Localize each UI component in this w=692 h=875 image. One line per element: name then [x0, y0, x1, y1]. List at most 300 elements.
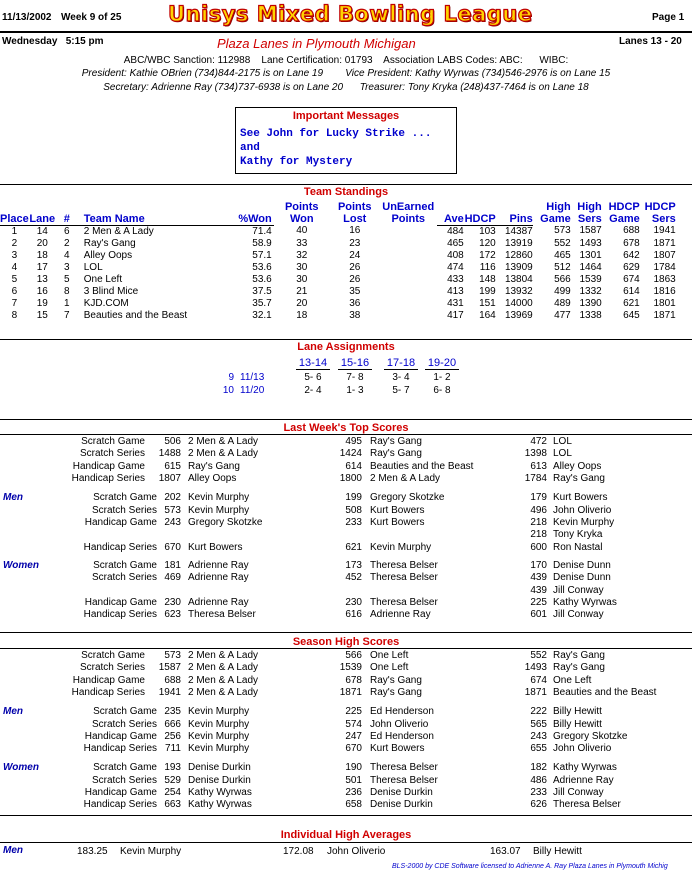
- score-value: 1941: [158, 686, 181, 698]
- score-value: 506: [164, 436, 181, 447]
- score-value: 529: [164, 774, 181, 786]
- standings-cell: 13: [36, 273, 48, 285]
- col-hdcp-sers: [640, 201, 678, 225]
- standings-cell: 3: [63, 261, 70, 273]
- average-value: 163.07: [490, 846, 521, 857]
- score-value: 663: [164, 799, 181, 811]
- message-line: and: [240, 142, 260, 154]
- score-name: One Left: [370, 650, 409, 661]
- standings-cell: 148: [479, 273, 496, 285]
- standings-cell: 199: [479, 285, 496, 297]
- standings-cell: 26: [349, 273, 361, 285]
- score-value: 202: [164, 492, 181, 504]
- score-value: 190: [345, 762, 362, 774]
- score-value: 225: [345, 706, 362, 718]
- standings-cell: 40: [296, 225, 308, 237]
- score-value: 566: [345, 650, 362, 661]
- col-pins: Pins: [496, 201, 533, 225]
- standings-cell: 53.6: [252, 261, 272, 273]
- score-name: Alley Oops: [553, 460, 602, 472]
- score-category: Handicap Game: [84, 597, 157, 608]
- standings-cell: 20: [36, 237, 48, 249]
- standings-cell: 16: [349, 225, 361, 237]
- score-category: Scratch Series: [91, 774, 157, 786]
- standings-cell: 38: [349, 309, 361, 321]
- score-category: Scratch Series: [79, 448, 145, 460]
- score-value: 486: [530, 774, 547, 786]
- standings-cell: 408: [447, 249, 464, 261]
- score-name: 2 Men & A Lady: [188, 448, 259, 460]
- score-name: Adrienne Ray: [553, 774, 614, 786]
- score-value: 1871: [524, 686, 547, 698]
- score-value: 573: [164, 650, 181, 661]
- score-value: 182: [530, 762, 547, 774]
- lane-date: 11/20: [240, 385, 265, 396]
- score-value: 1784: [524, 472, 547, 484]
- score-name: Kevin Murphy: [188, 730, 250, 742]
- score-value: 655: [530, 743, 547, 755]
- score-name: Kevin Murphy: [188, 504, 250, 516]
- standings-cell: 1941: [653, 225, 676, 237]
- score-name: Ed Henderson: [370, 730, 434, 742]
- score-name: Ray's Gang: [370, 686, 422, 698]
- messages-title: Important Messages: [292, 110, 400, 122]
- standings-cell: 477: [554, 309, 571, 321]
- score-name: Theresa Belser: [370, 774, 438, 786]
- score-category: Scratch Game: [81, 436, 145, 447]
- standings-cell: 1338: [579, 309, 602, 321]
- score-name: John Oliverio: [370, 718, 429, 730]
- lanes-title: Lane Assignments: [297, 341, 395, 353]
- officers-line-2: Secretary: Adrienne Ray (734)737-6938 is on Lane 20 Treasurer: Tony Kryka (248)437-7464 is on Lane 18: [103, 82, 589, 93]
- standings-cell: 21: [296, 285, 308, 297]
- score-name: Ray's Gang: [553, 662, 605, 674]
- score-category: Handicap Game: [72, 460, 145, 472]
- col-lane: Lane: [29, 201, 56, 225]
- message-line: See John for Lucky Strike ...: [240, 128, 432, 140]
- standings-cell: Alley Oops: [83, 249, 133, 261]
- lane-pair-header: 17-18: [384, 357, 418, 370]
- score-value: 469: [164, 572, 181, 584]
- score-value: 1424: [339, 448, 362, 460]
- score-category: Handicap Series: [71, 472, 145, 484]
- score-value: 472: [530, 436, 547, 447]
- score-name: Ray's Gang: [370, 448, 422, 460]
- score-category: Handicap Series: [71, 686, 145, 698]
- lane-pair-header: 15-16: [338, 357, 372, 370]
- col-num: #: [56, 201, 78, 225]
- standings-cell: 573: [554, 225, 571, 237]
- score-value: 1807: [158, 472, 181, 484]
- average-name: Billy Hewitt: [533, 846, 582, 857]
- score-value: 254: [164, 787, 181, 798]
- standings-cell: 1871: [653, 237, 676, 249]
- score-name: Beauties and the Beast: [370, 460, 474, 472]
- score-value: 1587: [158, 662, 181, 674]
- standings-cell: 8: [63, 285, 70, 297]
- standings-title: Team Standings: [303, 186, 389, 198]
- score-name: Denise Dunn: [553, 572, 611, 584]
- standings-cell: Beauties and the Beast: [83, 309, 188, 321]
- standings-cell: 1: [63, 297, 70, 309]
- day-time: Wednesday 5:15 pm: [2, 36, 104, 47]
- score-category: Scratch Series: [91, 572, 157, 584]
- col-high-game-label: High Game: [540, 201, 571, 225]
- standings-cell: 13969: [504, 309, 533, 321]
- score-value: 711: [165, 743, 181, 755]
- averages-title: Individual High Averages: [280, 829, 412, 841]
- standings-cell: 30: [296, 273, 308, 285]
- score-name: Kathy Wyrwas: [188, 787, 252, 798]
- col-points-won: [274, 201, 330, 225]
- standings-cell: 14387: [504, 225, 533, 237]
- score-name: Ray's Gang: [553, 472, 605, 484]
- standings-cell: 1332: [579, 285, 602, 297]
- score-name: Theresa Belser: [370, 572, 438, 584]
- score-name: Jill Conway: [553, 609, 604, 621]
- standings-cell: 32: [296, 249, 308, 261]
- standings-cell: 1807: [653, 249, 676, 261]
- standings-cell: 17: [36, 261, 48, 273]
- score-name: Adrienne Ray: [188, 559, 249, 571]
- standings-cell: 474: [447, 261, 464, 273]
- score-value: 670: [345, 743, 362, 755]
- score-value: 613: [530, 460, 547, 472]
- standings-cell: 23: [349, 237, 361, 249]
- standings-cell: 4: [11, 261, 18, 273]
- lane-week: 9: [228, 372, 234, 383]
- report-date: 11/13/2002: [2, 12, 52, 23]
- score-name: Kevin Murphy: [188, 743, 250, 755]
- col-high-sers: [571, 201, 602, 225]
- standings-cell: 116: [479, 261, 496, 273]
- score-category: Scratch Game: [93, 762, 157, 774]
- officers-line-1: President: Kathie OBrien (734)844-2175 is on Lane 19 Vice President: Kathy Wyrwas (734)546-2976 is on Lane 15: [81, 68, 611, 79]
- season-title: Season High Scores: [292, 636, 400, 648]
- col-hdcp-sers-label: HDCP Sers: [644, 201, 676, 225]
- standings-cell: 19: [36, 297, 48, 309]
- standings-cell: 15: [36, 309, 48, 321]
- score-value: 1493: [524, 662, 547, 674]
- standings-cell: 1390: [579, 297, 602, 309]
- score-value: 243: [530, 730, 547, 742]
- average-value: 183.25: [77, 846, 108, 857]
- standings-row: [0, 262, 678, 274]
- standings-cell: [380, 310, 437, 322]
- standings-cell: 24: [349, 249, 361, 261]
- lane-matchup: 5- 7: [392, 385, 410, 396]
- standings-cell: 13932: [504, 285, 533, 297]
- standings-cell: 1816: [653, 285, 676, 297]
- score-value: 1398: [524, 448, 547, 460]
- standings-cell: 1301: [579, 249, 602, 261]
- average-name: John Oliverio: [327, 846, 386, 857]
- standings-cell: 13909: [504, 261, 533, 273]
- standings-cell: 465: [447, 237, 464, 249]
- col-hdcp: HDCP: [464, 201, 496, 225]
- standings-row: [0, 286, 678, 298]
- standings-cell: 7: [63, 309, 70, 321]
- standings-cell: 35: [349, 285, 361, 297]
- standings-cell: LOL: [83, 261, 103, 273]
- score-category: Handicap Series: [83, 541, 157, 553]
- score-value: 233: [345, 516, 362, 528]
- score-value: 247: [345, 730, 362, 742]
- score-name: Ray's Gang: [370, 436, 422, 447]
- standings-row: [0, 225, 678, 238]
- score-value: 218: [530, 529, 547, 541]
- score-name: Alley Oops: [188, 472, 237, 484]
- standings-cell: 14: [36, 225, 48, 237]
- standings-cell: [380, 250, 437, 262]
- standings-cell: 4: [63, 249, 70, 261]
- score-name: Gregory Skotzke: [188, 516, 263, 528]
- score-name: Denise Durkin: [188, 762, 251, 774]
- standings-cell: 1539: [579, 273, 602, 285]
- col-team: Team Name: [78, 201, 215, 225]
- standings-cell: 688: [623, 225, 640, 237]
- score-name: Theresa Belser: [553, 799, 621, 811]
- standings-row: [0, 310, 678, 322]
- standings-cell: 103: [479, 225, 496, 237]
- score-value: 236: [345, 787, 362, 798]
- score-value: 678: [345, 674, 362, 686]
- score-value: 565: [530, 718, 547, 730]
- lane-matchup: 3- 4: [392, 372, 410, 383]
- score-value: 574: [345, 718, 362, 730]
- women-group-label: Women: [3, 559, 39, 571]
- lane-pair-header: 19-20: [425, 357, 459, 370]
- col-unearned: [380, 201, 437, 225]
- score-name: Kathy Wyrwas: [553, 597, 617, 608]
- score-name: 2 Men & A Lady: [188, 662, 259, 674]
- standings-cell: 6: [11, 285, 18, 297]
- score-category: Scratch Series: [91, 718, 157, 730]
- score-value: 439: [530, 584, 547, 596]
- standings-cell: 621: [623, 297, 640, 309]
- standings-table: [0, 201, 678, 322]
- important-messages-box: [235, 107, 457, 174]
- lane-matchup: 1- 2: [433, 372, 451, 383]
- standings-cell: 35.7: [252, 297, 272, 309]
- standings-cell: 71.4: [252, 225, 272, 237]
- col-won-pct: %Won: [215, 201, 274, 225]
- standings-cell: 674: [623, 273, 640, 285]
- standings-cell: 1801: [653, 297, 676, 309]
- score-name: Ed Henderson: [370, 706, 434, 718]
- men-group-label: Men: [3, 706, 23, 718]
- standings-cell: 2 Men & A Lady: [83, 225, 154, 237]
- standings-cell: One Left: [83, 273, 123, 285]
- standings-cell: 552: [554, 237, 571, 249]
- score-name: LOL: [553, 448, 572, 460]
- standings-cell: 1863: [653, 273, 676, 285]
- standings-cell: 499: [554, 285, 571, 297]
- score-name: Kurt Bowers: [370, 743, 425, 755]
- score-name: Denise Durkin: [370, 787, 433, 798]
- col-place: Place: [0, 201, 29, 225]
- score-value: 508: [345, 504, 362, 516]
- standings-cell: 57.1: [252, 249, 272, 261]
- footer-credit: BLS-2000 by CDE Software licensed to Adrienne A. Ray Plaza Lanes in Plymouth Michig: [392, 863, 668, 870]
- score-value: 1871: [339, 686, 362, 698]
- score-value: 230: [345, 597, 362, 608]
- score-name: Billy Hewitt: [553, 706, 602, 718]
- standings-cell: 433: [447, 273, 464, 285]
- score-value: 233: [530, 787, 547, 798]
- score-category: Handicap Game: [84, 516, 157, 528]
- standings-cell: 678: [623, 237, 640, 249]
- standings-cell: 1464: [579, 261, 602, 273]
- score-name: Billy Hewitt: [553, 718, 602, 730]
- week-indicator: Week 9 of 25: [61, 12, 122, 23]
- score-name: John Oliverio: [553, 743, 612, 755]
- score-name: Adrienne Ray: [188, 597, 249, 608]
- score-name: Kevin Murphy: [188, 706, 250, 718]
- standings-cell: 120: [479, 237, 496, 249]
- score-name: Jill Conway: [553, 584, 604, 596]
- standings-cell: KJD.COM: [83, 297, 129, 309]
- lane-matchup: 7- 8: [346, 372, 364, 383]
- score-value: 501: [345, 774, 362, 786]
- standings-cell: 5: [11, 273, 18, 285]
- col-ave: Ave: [437, 201, 464, 225]
- standings-cell: 465: [554, 249, 571, 261]
- score-name: Denise Durkin: [370, 799, 433, 811]
- score-name: Kathy Wyrwas: [553, 762, 617, 774]
- score-value: 616: [345, 609, 362, 621]
- league-title: Unisys Mixed Bowling League: [168, 2, 533, 26]
- score-value: 225: [530, 597, 547, 608]
- score-name: Kurt Bowers: [370, 504, 425, 516]
- sanction-line: ABC/WBC Sanction: 112988 Lane Certification: 01793 Association LABS Codes: ABC: WIBC:: [123, 55, 569, 66]
- standings-cell: [380, 274, 437, 286]
- standings-cell: 1784: [653, 261, 676, 273]
- standings-cell: [380, 286, 437, 298]
- score-value: 658: [345, 799, 362, 811]
- score-value: 1800: [339, 472, 362, 484]
- standings-cell: 1493: [579, 237, 602, 249]
- score-value: 1488: [158, 448, 181, 460]
- standings-cell: 36: [349, 297, 361, 309]
- standings-cell: 30: [296, 261, 308, 273]
- standings-cell: 2: [63, 237, 70, 249]
- score-value: 439: [530, 572, 547, 584]
- standings-cell: 512: [554, 261, 571, 273]
- standings-cell: 489: [554, 297, 571, 309]
- score-value: 496: [530, 504, 547, 516]
- message-line: Kathy for Mystery: [240, 156, 353, 168]
- score-value: 615: [164, 460, 181, 472]
- lane-pair-header: 13-14: [296, 357, 330, 370]
- standings-cell: 642: [623, 249, 640, 261]
- women-group-label: Women: [3, 762, 39, 774]
- standings-header: [0, 201, 678, 225]
- standings-cell: 6: [63, 225, 70, 237]
- col-unearned-label: UnEarned Points: [382, 201, 435, 225]
- score-value: 179: [530, 492, 547, 504]
- score-name: One Left: [553, 674, 592, 686]
- standings-cell: 37.5: [252, 285, 272, 297]
- col-points-lost: [330, 201, 380, 225]
- page-number: Page 1: [652, 12, 685, 23]
- score-name: Theresa Belser: [370, 559, 438, 571]
- score-name: Kathy Wyrwas: [188, 799, 252, 811]
- score-category: Scratch Game: [93, 559, 157, 571]
- standings-cell: 12860: [504, 249, 533, 261]
- standings-cell: 645: [623, 309, 640, 321]
- average-name: Kevin Murphy: [120, 846, 182, 857]
- standings-cell: 1871: [653, 309, 676, 321]
- score-name: Gregory Skotzke: [370, 492, 445, 504]
- standings-cell: 26: [349, 261, 361, 273]
- score-name: Ray's Gang: [370, 674, 422, 686]
- score-name: 2 Men & A Lady: [188, 436, 259, 447]
- lane-week: 10: [222, 385, 234, 396]
- score-name: Theresa Belser: [370, 597, 438, 608]
- score-name: Kevin Murphy: [188, 492, 250, 504]
- score-value: 181: [164, 559, 181, 571]
- score-name: Tony Kryka: [553, 529, 603, 541]
- standings-row: [0, 238, 678, 250]
- standings-cell: 2: [11, 237, 18, 249]
- score-value: 170: [530, 559, 547, 571]
- standings-cell: 413: [447, 285, 464, 297]
- score-name: Jill Conway: [553, 787, 604, 798]
- score-value: 670: [164, 541, 181, 553]
- score-value: 688: [164, 674, 181, 686]
- score-name: Kurt Bowers: [553, 492, 608, 504]
- score-name: Kevin Murphy: [553, 516, 615, 528]
- average-value: 172.08: [283, 846, 314, 857]
- standings-cell: 32.1: [252, 309, 272, 321]
- score-name: 2 Men & A Lady: [370, 472, 441, 484]
- standings-cell: 1587: [579, 225, 602, 237]
- score-name: Ray's Gang: [188, 460, 240, 472]
- score-name: Kurt Bowers: [188, 541, 243, 553]
- score-name: Ray's Gang: [553, 650, 605, 661]
- standings-cell: 14000: [504, 297, 533, 309]
- score-value: 626: [530, 799, 547, 811]
- standings-cell: 566: [554, 273, 571, 285]
- standings-cell: 53.6: [252, 273, 272, 285]
- score-name: Kurt Bowers: [370, 516, 425, 528]
- score-value: 552: [530, 650, 547, 661]
- score-category: Handicap Game: [72, 674, 145, 686]
- score-name: One Left: [370, 662, 409, 674]
- last-week-title: Last Week's Top Scores: [283, 422, 409, 434]
- standings-row: [0, 298, 678, 310]
- standings-row: [0, 250, 678, 262]
- score-value: 452: [345, 572, 362, 584]
- col-hdcp-game: [602, 201, 640, 225]
- standings-cell: 13919: [504, 237, 533, 249]
- score-value: 573: [164, 504, 181, 516]
- standings-cell: [380, 238, 437, 250]
- standings-cell: 33: [296, 237, 308, 249]
- standings-cell: 417: [447, 309, 464, 321]
- col-high-game: [533, 201, 571, 225]
- standings-cell: 20: [296, 297, 308, 309]
- score-name: 2 Men & A Lady: [188, 686, 259, 698]
- standings-cell: 629: [623, 261, 640, 273]
- score-category: Scratch Game: [81, 650, 145, 661]
- standings-cell: 1: [11, 225, 18, 237]
- score-value: 674: [530, 674, 547, 686]
- score-name: Denise Durkin: [188, 774, 251, 786]
- standings-cell: 614: [623, 285, 640, 297]
- score-name: 2 Men & A Lady: [188, 650, 259, 661]
